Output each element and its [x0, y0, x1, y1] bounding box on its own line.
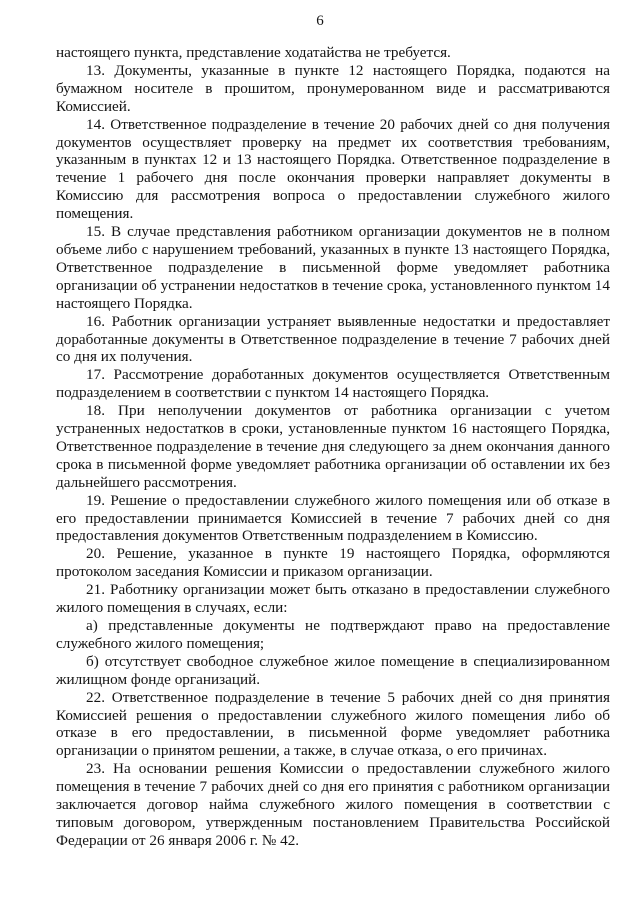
paragraph-15: 15. В случае представления работником организации документов не в полном объеме либо с нарушением требований, указанных в пункте 13 настоящего Порядка, Ответственное подразделение в письменной форме уведомляет работника организации об устранении недостатков в течение срока, установленного пунктом 14 настоящего Порядка. — [56, 223, 610, 312]
paragraph-21: 21. Работнику организации может быть отказано в предоставлении служебного жилого помещения в случаях, если: — [56, 581, 610, 617]
paragraph-21-item-a: а) представленные документы не подтверждают право на предоставление служебного жилого помещения; — [56, 617, 610, 652]
paragraph-22: 22. Ответственное подразделение в течение 5 рабочих дней со дня принятия Комиссией решения о предоставлении служебного жилого помещения либо об отказе в его предоставлении, в письменной форме уведомляет работника организации о принятом решении, а также, в случае отказа, о его причинах. — [56, 688, 610, 760]
document-body — [56, 44, 610, 850]
paragraph-18: 18. При неполучении документов от работника организации с учетом устраненных недостатков в сроки, установленные пунктом 16 настоящего Порядка, Ответственное подразделение в течение дня следующего за днем окончания данного срока в письменной форме уведомляет работника организации об оставлении их без дальнейшего рассмотрения. — [56, 402, 610, 491]
paragraph-23: 23. На основании решения Комиссии о предоставлении служебного жилого помещения в течение 7 рабочих дней со дня его принятия с работником организации заключается договор найма служебного жилого помещения в соответствии с типовым договором, утвержденным постановлением Правительства Российской Федерации от 26 января 2006 г. № 42. — [56, 760, 610, 849]
paragraph-17: 17. Рассмотрение доработанных документов осуществляется Ответственным подразделением в соответствии с пунктом 14 настоящего Порядка. — [56, 366, 610, 402]
paragraph-21-item-b: б) отсутствует свободное служебное жилое помещение в специализированном жилищном фонде организаций. — [56, 652, 610, 688]
paragraph-continuation: настоящего пункта, представление ходатайства не требуется. — [56, 44, 451, 61]
paragraph-20: 20. Решение, указанное в пункте 19 настоящего Порядка, оформляются протоколом заседания Комиссии и приказом организации. — [56, 545, 610, 581]
page-number: 6 — [316, 13, 324, 29]
paragraph-13: 13. Документы, указанные в пункте 12 настоящего Порядка, подаются на бумажном носителе в прошитом, пронумерованном виде и рассматриваются Комиссией. — [56, 61, 610, 115]
paragraph-19: 19. Решение о предоставлении служебного жилого помещения или об отказе в его предоставлении принимается Комиссией в течение 7 рабочих дней со дня предоставления документов Ответственным подразделением в Комиссию. — [56, 491, 610, 545]
paragraph-16: 16. Работник организации устраняет выявленные недостатки и предоставляет доработанные документы в Ответственное подразделение в течение 7 рабочих дней со дня их получения. — [56, 312, 610, 366]
paragraph-14: 14. Ответственное подразделение в течение 20 рабочих дней со дня получения документов осуществляет проверку на предмет их соответствия требованиям, указанным в пунктах 12 и 13 настоящего Порядка. Ответственное подразделение в течение 1 рабочего дня после окончания проверки направляет документы в Комиссию для рассмотрения вопроса о предоставлении служебного жилого помещения. — [56, 115, 610, 223]
